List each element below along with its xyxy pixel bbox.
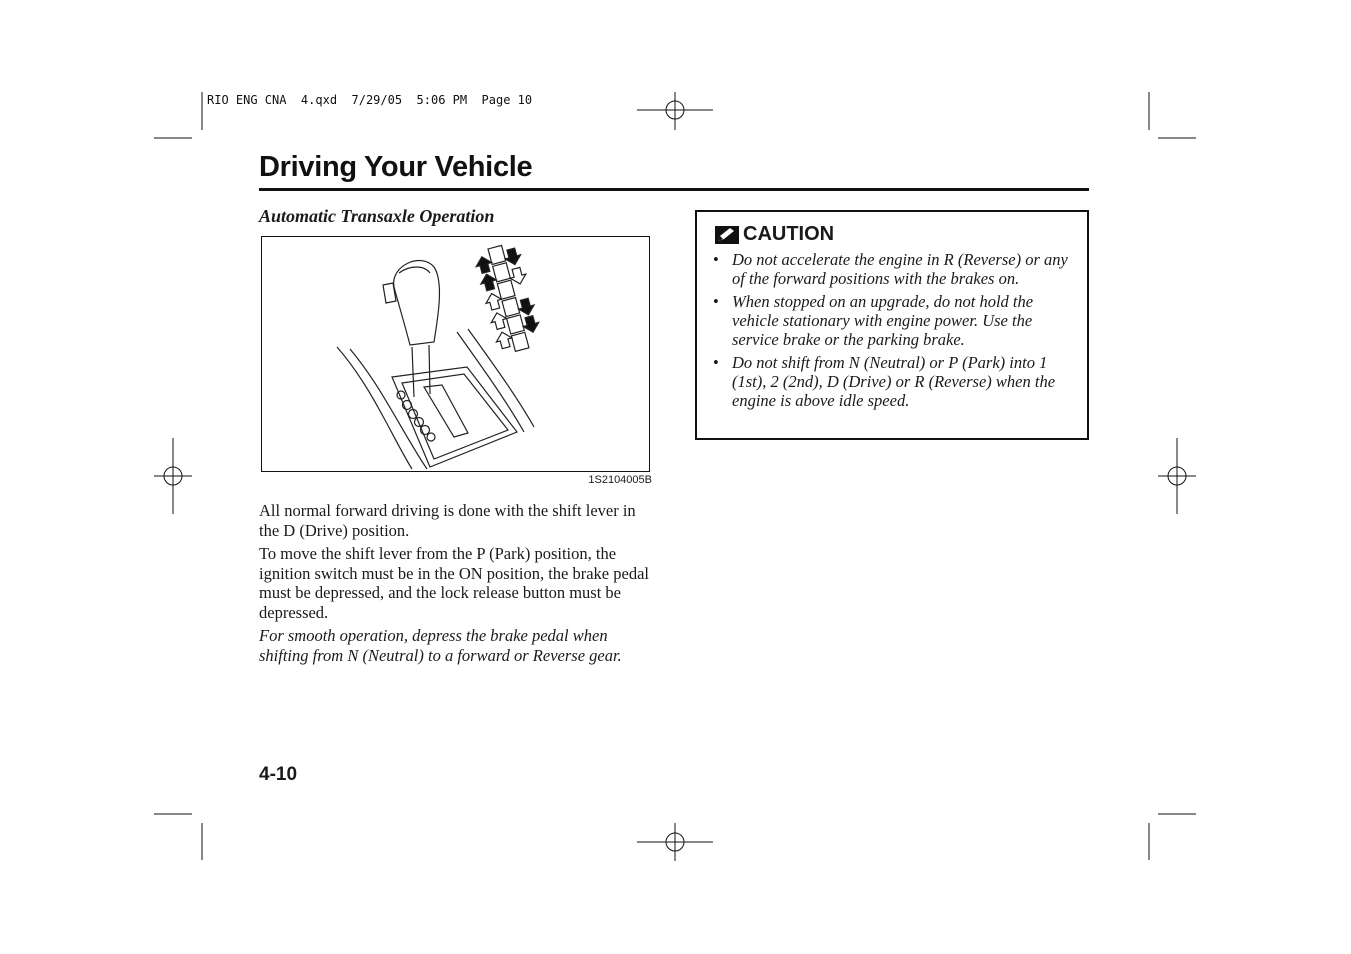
caution-item-text: When stopped on an upgrade, do not hold the vehicle stationary with engine power. Use the service brake or the parking brake.: [732, 292, 1034, 349]
page-title: Driving Your Vehicle: [259, 151, 533, 183]
bullet: •: [713, 353, 719, 372]
caution-item-text: Do not accelerate the engine in R (Reverse) or any of the forward positions with the brakes on.: [732, 250, 1068, 288]
figure-frame: [261, 236, 650, 472]
body-paragraph-1: All normal forward driving is done with the shift lever in the D (Drive) position.: [259, 501, 636, 540]
automatic-shift-lever-illustration: [262, 237, 648, 470]
body-paragraph-3: For smooth operation, depress the brake pedal when shifting from N (Neutral) to a forward or Reverse gear.: [259, 626, 622, 665]
caution-item: [712, 250, 1076, 288]
caution-heading: [715, 223, 834, 246]
caution-item: [712, 292, 1076, 349]
caution-heading-text: CAUTION: [743, 223, 835, 245]
figure-code: 1S2104005B: [588, 474, 652, 486]
title-rule: [259, 188, 1089, 191]
print-slug-line: RIO ENG CNA 4.qxd 7/29/05 5:06 PM Page 10: [207, 93, 533, 107]
bullet: •: [713, 292, 719, 311]
bullet: •: [713, 250, 719, 269]
caution-item-text: Do not shift from N (Neutral) or P (Park) into 1 (1st), 2 (2nd), D (Drive) or R (Reverse) when the engine is above idle speed.: [732, 353, 1056, 410]
caution-pencil-icon: [715, 226, 739, 244]
caution-list: [712, 250, 1076, 414]
page-number: 4-10: [259, 764, 298, 785]
body-paragraph-2: To move the shift lever from the P (Park) position, the ignition switch must be in the ON position, the brake pedal must be depressed, and the lock release button must be depressed.: [259, 544, 649, 622]
caution-item: [712, 353, 1076, 410]
section-subheading: Automatic Transaxle Operation: [259, 206, 495, 226]
